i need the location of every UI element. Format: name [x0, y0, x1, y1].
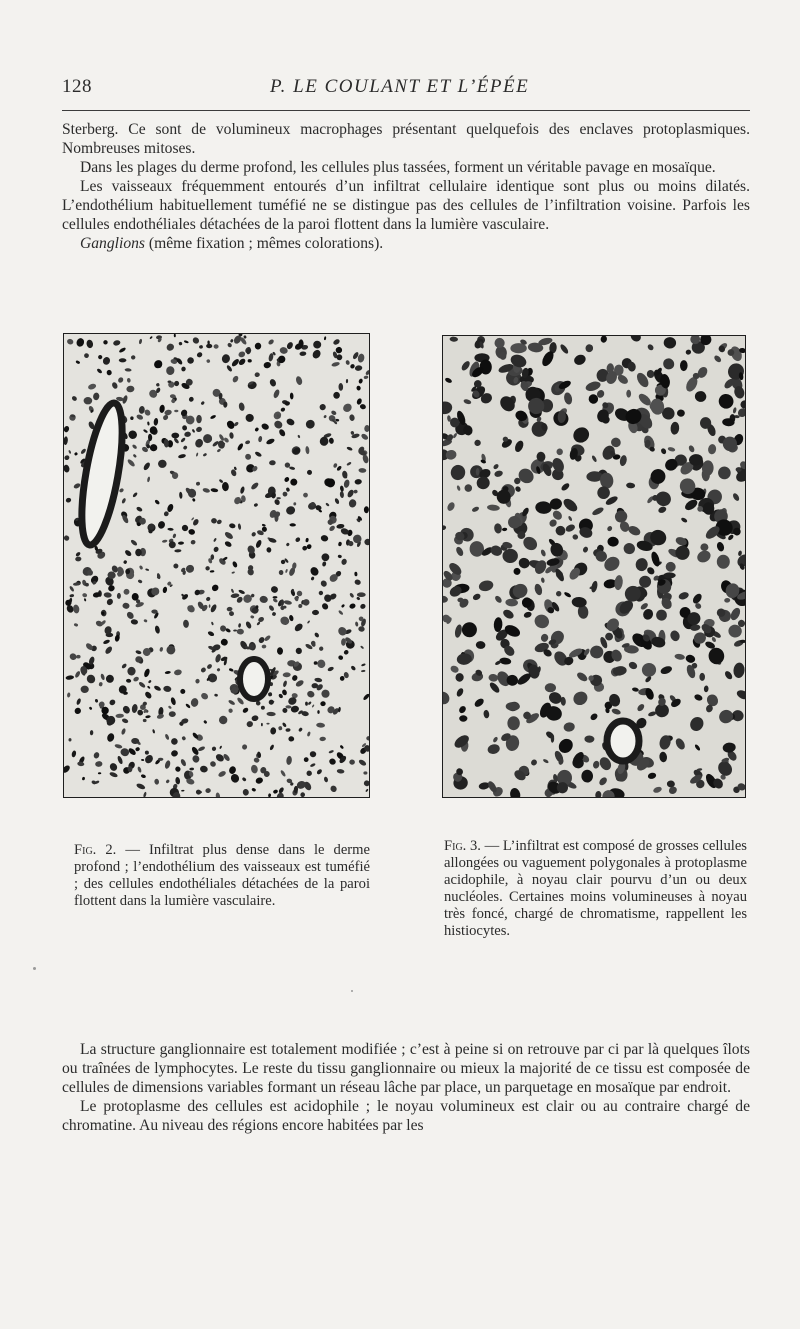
section-heading-italic: Ganglions — [80, 235, 145, 252]
paragraph: Dans les plages du derme profond, les cellules plus tassées, forment un véritable pavage en mosaïque. — [80, 159, 716, 176]
figure-2-micrograph — [63, 333, 370, 798]
figure-label: Fig. 2. — [74, 842, 117, 858]
paragraph: Le protoplasme des cellules est acidophile ; le noyau volumineux est clair ou au contraire chargé de chromatine. Au niveau des régions encore habitées par les — [62, 1098, 750, 1134]
page-number: 128 — [62, 76, 92, 97]
top-text-block — [62, 120, 750, 253]
running-title: P. LE COULANT ET L’ÉPÉE — [270, 76, 530, 97]
micrograph-image — [443, 336, 745, 797]
header-rule — [62, 110, 750, 111]
figure-2-caption — [74, 842, 370, 910]
bottom-text-block — [62, 1040, 750, 1135]
paragraph-text: (même fixation ; mêmes colorations). — [144, 235, 384, 252]
figure-3-micrograph — [442, 335, 746, 798]
paper-speck — [33, 967, 36, 970]
paragraph — [62, 234, 750, 253]
figure-label: Fig. 3. — [444, 838, 481, 854]
micrograph-image — [64, 334, 369, 797]
figure-3-caption — [444, 838, 747, 940]
paragraph: La structure ganglionnaire est totalement modifiée ; c’est à peine si on retrouve par ci par là quelques îlots ou traînées de lymphocytes. Le reste du tissu ganglionnaire ou mieux la majorité de ce tissu est composée de cellules de dimensions variables formant un réseau lâche par place, un parquetage en mosaïque par endroit. — [62, 1041, 750, 1096]
paragraph: Sterberg. Ce sont de volumineux macrophages présentant quelquefois des enclaves protoplasmiques. Nombreuses mitoses. — [62, 121, 750, 157]
caption-text: — L’infiltrat est composé de grosses cellules allongées ou vaguement polygonales à protoplasme acidophile, à noyau clair pourvu d’un ou deux nucléoles. Certaines moins volumineuses à noyau très foncé, chargé de chromatisme, rappellent les histiocytes. — [444, 838, 747, 939]
paragraph: Les vaisseaux fréquemment entourés d’un infiltrat cellulaire identique sont plus ou moins dilatés. L’endothélium habituellement tuméfié ne se distingue pas des cellules de l’infiltration voisine. Parfois les cellules endothéliales détachées de la paroi flottent dans la lumière vasculaire. — [62, 178, 750, 233]
paper-speck — [351, 990, 353, 992]
caption-text: — Infiltrat plus dense dans le derme profond ; l’endothélium des vaisseaux est tuméfié ; des cellules endothéliales détachées de la paroi flottent dans la lumière vasculaire. — [74, 842, 370, 909]
